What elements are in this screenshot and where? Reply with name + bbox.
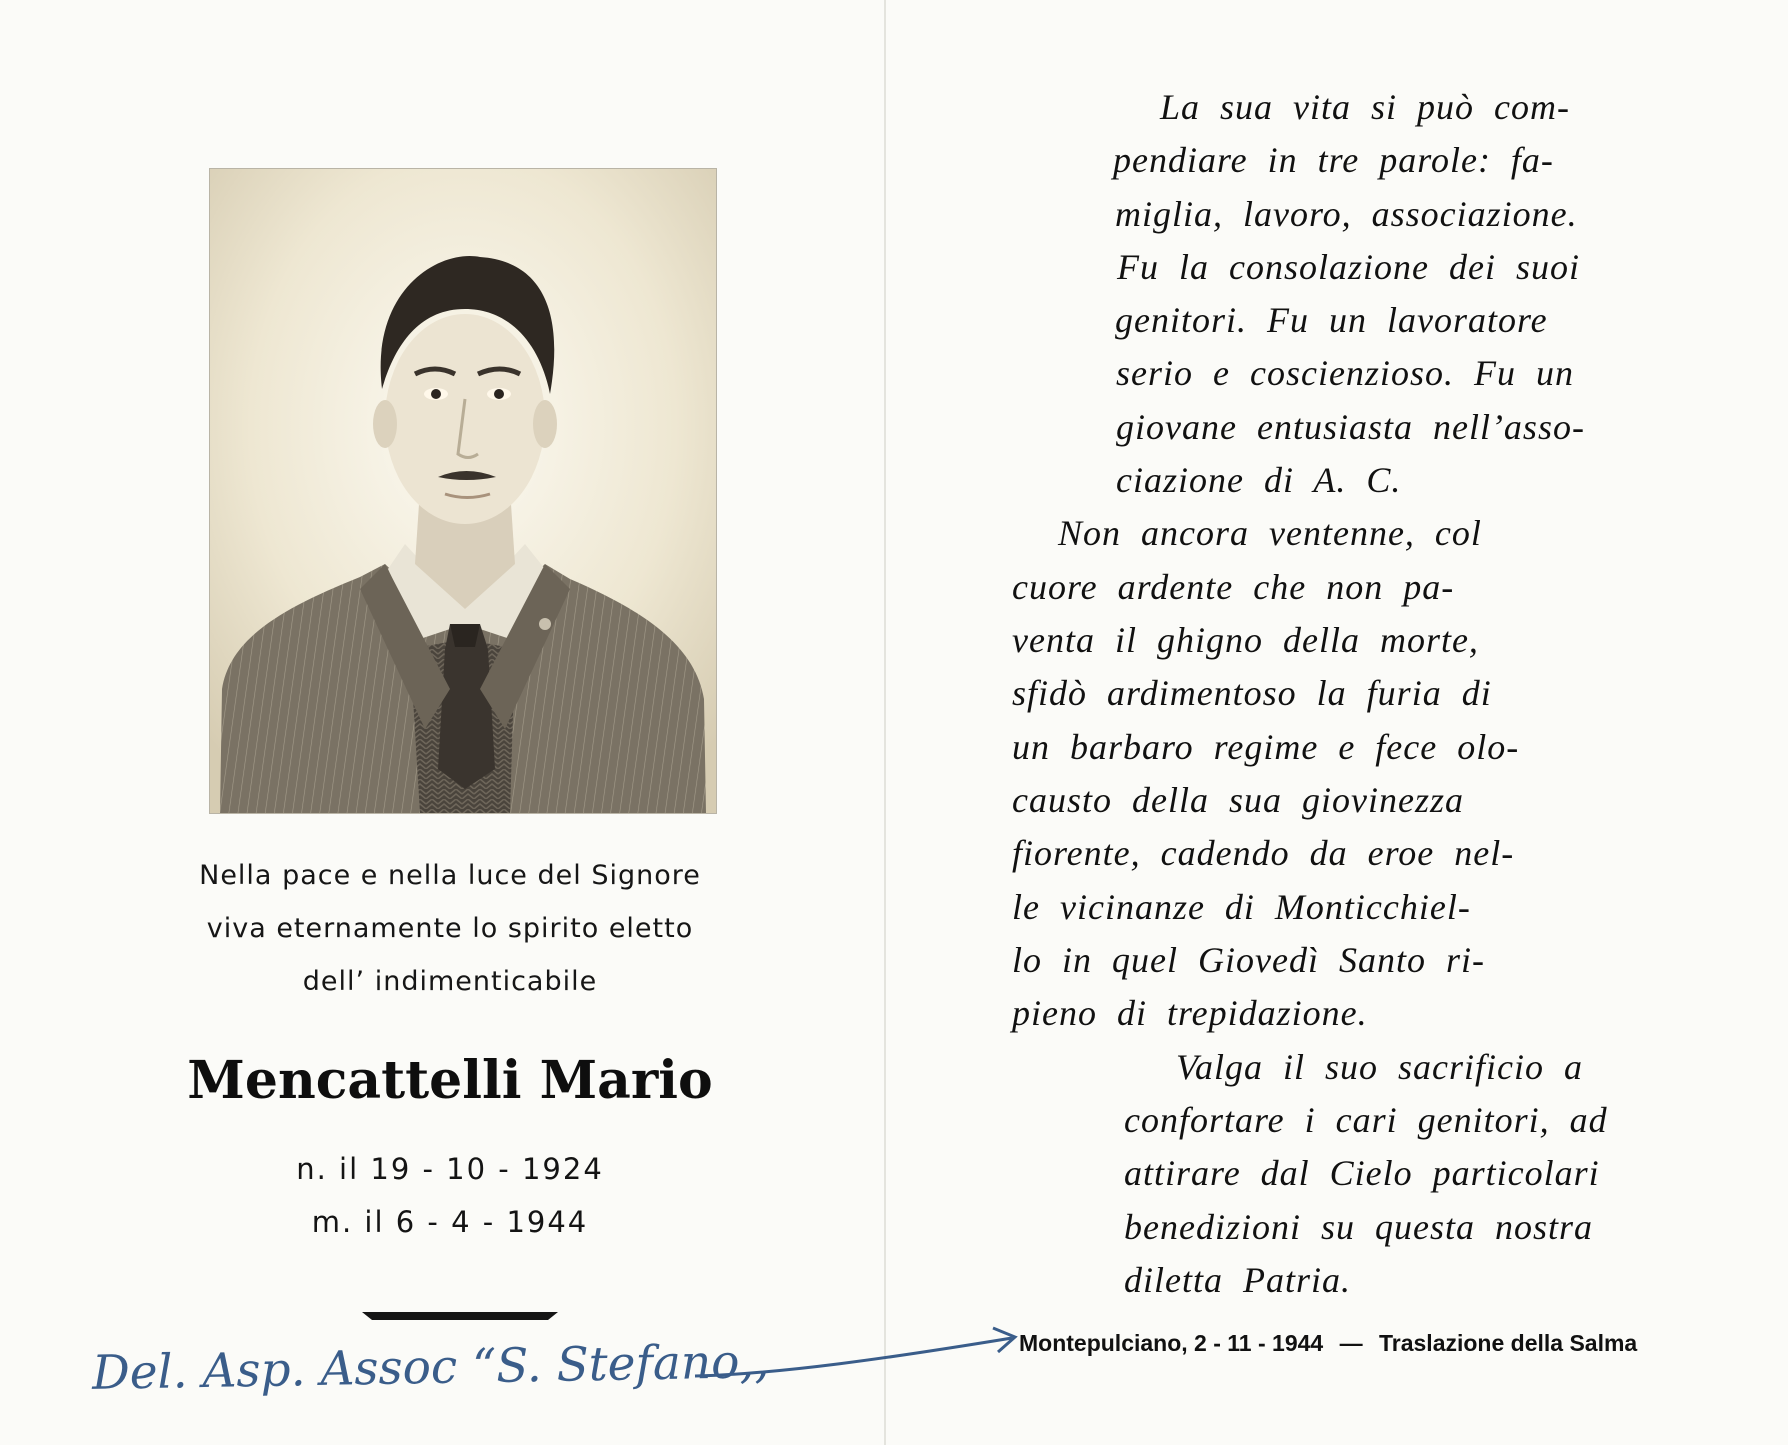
text-line: lo in quel Giovedì Santo ri- bbox=[1012, 940, 1485, 980]
text-line: Non ancora ventenne, col bbox=[1058, 513, 1482, 553]
text-line: causto della sua giovinezza bbox=[1012, 780, 1464, 820]
text-line: diletta Patria. bbox=[1124, 1260, 1351, 1300]
text-line: venta il ghigno della morte, bbox=[1012, 620, 1479, 660]
death-date: m. il 6 - 4 - 1944 bbox=[311, 1205, 589, 1239]
text-line: pendiare in tre parole: fa- bbox=[1113, 140, 1554, 180]
text-line: benedizioni su questa nostra bbox=[1124, 1207, 1593, 1247]
portrait-photo bbox=[209, 168, 717, 814]
deceased-name: Mencattelli Mario bbox=[187, 1050, 713, 1111]
text-line: ciazione di A. C. bbox=[1116, 460, 1402, 500]
text-line: pieno di trepidazione. bbox=[1012, 993, 1368, 1033]
footer-place-date: Montepulciano, 2 - 11 - 1944 bbox=[1019, 1330, 1324, 1356]
text-line: le vicinanze di Monticchiel- bbox=[1012, 887, 1471, 927]
text-line: fiorente, cadendo da eroe nel- bbox=[1012, 833, 1515, 873]
text-line: genitori. Fu un lavoratore bbox=[1115, 300, 1548, 340]
footer-line bbox=[1019, 1330, 1637, 1357]
footer-event: Traslazione della Salma bbox=[1378, 1330, 1638, 1356]
text-line: attirare dal Cielo particolari bbox=[1124, 1153, 1600, 1193]
portrait-illustration bbox=[210, 169, 716, 813]
caption-line-1: Nella pace e nella luce del Signore bbox=[199, 860, 701, 891]
text-line: miglia, lavoro, associazione. bbox=[1115, 194, 1578, 234]
footer-dash: — bbox=[1339, 1330, 1363, 1356]
caption-line-3: dell’ indimenticabile bbox=[302, 966, 598, 997]
text-line: giovane entusiasta nell’asso- bbox=[1116, 407, 1585, 447]
handwritten-note: Del. Asp. Assoc “S. Stefano,, bbox=[91, 1334, 770, 1401]
text-line: cuore ardente che non pa- bbox=[1012, 567, 1455, 607]
text-line: sfidò ardimentoso la furia di bbox=[1012, 673, 1492, 713]
text-line: confortare i cari genitori, ad bbox=[1124, 1100, 1608, 1140]
text-line: La sua vita si può com- bbox=[1160, 87, 1570, 127]
text-line: un barbaro regime e fece olo- bbox=[1012, 727, 1520, 767]
text-line: Valga il suo sacrificio a bbox=[1176, 1047, 1583, 1087]
left-panel bbox=[0, 0, 884, 1445]
text-line: Fu la consolazione dei suoi bbox=[1117, 247, 1580, 287]
caption-line-2: viva eternamente lo spirito eletto bbox=[206, 913, 694, 944]
ornament-divider bbox=[362, 1306, 558, 1324]
text-line: serio e coscienzioso. Fu un bbox=[1116, 353, 1574, 393]
birth-date: n. il 19 - 10 - 1924 bbox=[296, 1152, 604, 1186]
